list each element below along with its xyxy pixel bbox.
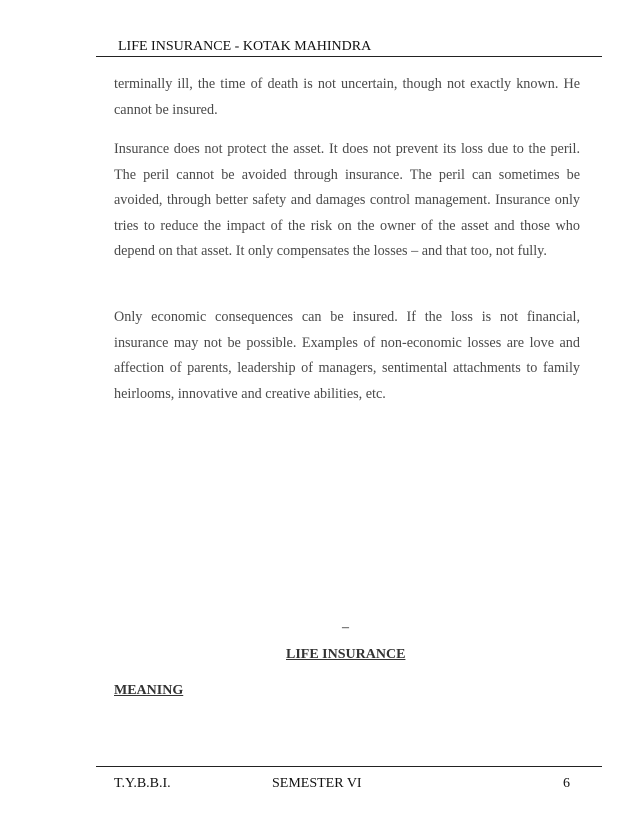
dash-mark: – <box>342 620 349 635</box>
page-header-title: LIFE INSURANCE - KOTAK MAHINDRA <box>118 39 372 54</box>
header-divider <box>96 56 602 57</box>
footer-semester: SEMESTER VI <box>272 776 362 791</box>
footer-page-number: 6 <box>563 776 570 791</box>
paragraph-economic-consequences: Only economic consequences can be insured. If the loss is not financial, insurance may not be possible. Examples of non-economic losses are love and affection of parents, leadership of managers, sentimental attachments to family heirlooms, innovative and creative abilities, etc. <box>114 309 580 402</box>
subheading-meaning: MEANING <box>114 683 184 698</box>
section-heading-life-insurance: LIFE INSURANCE <box>286 647 406 662</box>
paragraph-terminally-ill: terminally ill, the time of death is not uncertain, though not exactly known. He cannot be insured. <box>114 76 580 118</box>
paragraph-insurance-asset: Insurance does not protect the asset. It does not prevent its loss due to the peril. The peril cannot be avoided through insurance. The peril can sometimes be avoided, through better safety and damages control management. Insurance only tries to reduce the impact of the risk on the owner of the asset and those who depend on that asset. It only compensates the losses – and that too, not fully. <box>114 141 580 259</box>
footer-divider <box>96 766 602 767</box>
footer-course: T.Y.B.B.I. <box>114 776 171 791</box>
